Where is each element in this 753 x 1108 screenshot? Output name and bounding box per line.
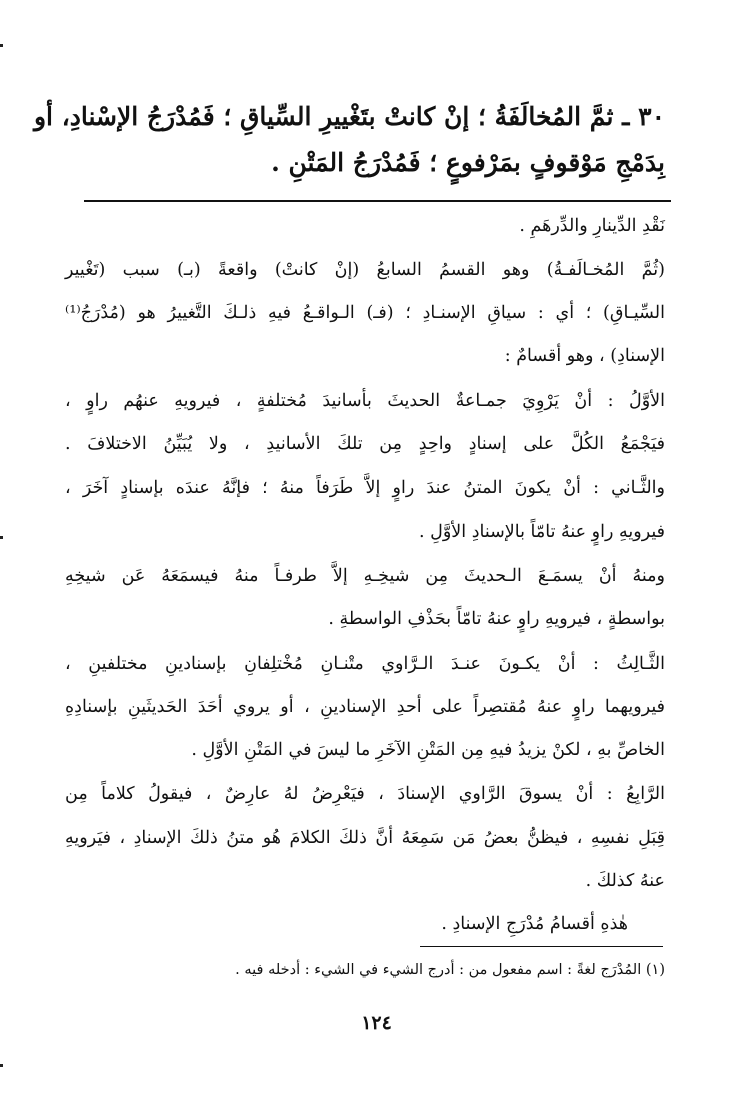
body-line: الأوَّلُ : أنْ يَرْوِيَ جمـاعةٌ الحديثَ بأسانيدَ مُختلفةٍ ، فيرويهِ عنهُم راوٍ ، [65,391,665,411]
body-line: والثَّـاني : أنْ يكونَ المتنُ عندَ راوٍ إلاَّ طَرَفاً منهُ ؛ فإنَّهُ عندَه بإسنادٍ آخَرَ ، [65,478,665,498]
body-line: قِبَلِ نفسِهِ ، فيظنُّ بعضُ مَن سَمِعَهُ أنَّ ذلكَ الكلامَ هُو متنُ ذلكَ الإسنادِ ، فيَرويهِ [65,828,665,848]
footnote-rule [420,946,663,947]
margin-mark [0,44,3,47]
page-number: ١٢٤ [361,1012,392,1034]
footnote: (١) المُدْرَج لغةً : اسم مفعول من : أدرج الشيء في الشيء : أدخله فيه . [235,962,665,978]
body-line: الرَّابِعُ : أنْ يسوقَ الرَّاوي الإسنادَ ، فيَعْرِضُ لهُ عارِضٌ ، فيقولُ كلاماً مِن [65,784,665,804]
separator-rule [84,200,671,202]
body-line: عنهُ كذلكَ . [585,871,665,891]
body-line: نَقْدِ الدِّينارِ والدِّرهَمِ . [519,216,665,236]
body-line: ومنهُ أنْ يسمَـعَ الـحديثَ مِن شيخِـهِ إلاَّ طرفـاً منهُ فيسمَعَهُ عَن شيخِهِ [65,566,665,586]
body-line: الخاصِّ بهِ ، لكنْ يزيدُ فيهِ مِن المَتْنِ الآخَرِ ما ليسَ في المَتْنِ الأوَّلِ . [191,740,665,760]
body-line: السِّيـاقِ) ؛ أي : سياقِ الإسنـادِ ؛ (فـ) الـواقـعُ فيهِ ذلـكَ التَّغييرُ هو (مُدْرَجُ⁽¹⁾ [65,303,665,323]
body-line: فيرويهما راوٍ عنهُ مُقتصِراً على أحدِ الإسنادينِ ، أو يروي أحَدَ الحَديثَينِ بإسنادِهِ [65,697,665,717]
matn-heading-line-1: ٣٠ ـ ثمَّ المُخالَفَةُ ؛ إنْ كانتْ بتَغْييرِ السِّياقِ ؛ فَمُدْرَجُ الإسْنادِ، أو [33,102,665,131]
body-line: بواسطةٍ ، فيرويهِ راوٍ عنهُ تامّاً بحَذْفِ الواسطةِ . [328,609,665,629]
body-line: (ثُمَّ المُخـالَفـةُ) وهو القسمُ السابعُ (إنْ كانتْ) واقعةً (بـ) سبب (تَغْيير [65,260,665,280]
margin-mark [0,536,3,539]
matn-heading-line-2: بِدَمْجِ مَوْقوفٍ بمَرْفوعٍ ؛ فَمُدْرَجُ المَتْنِ . [271,148,665,177]
body-line: فيَجْمَعُ الكُلَّ على إسنادٍ واحِدٍ مِن تلكَ الأسانيدِ ، ولا يُبَيِّنُ الاختلافَ . [65,434,665,454]
margin-mark [0,1064,3,1067]
body-line: الثَّـالِثُ : أنْ يكـونَ عنـدَ الـرَّاوي متْنـانِ مُخْتلِفانِ بإسنادينِ مختلفينِ ، [65,654,665,674]
body-line: الإسنادِ) ، وهو أقسامٌ : [504,346,665,366]
body-line: فيرويهِ راوٍ عنهُ تامّاً بالإسنادِ الأوَّلِ . [419,522,665,542]
body-line: هٰذهِ أقسامُ مُدْرَجِ الإسنادِ . [441,914,628,934]
